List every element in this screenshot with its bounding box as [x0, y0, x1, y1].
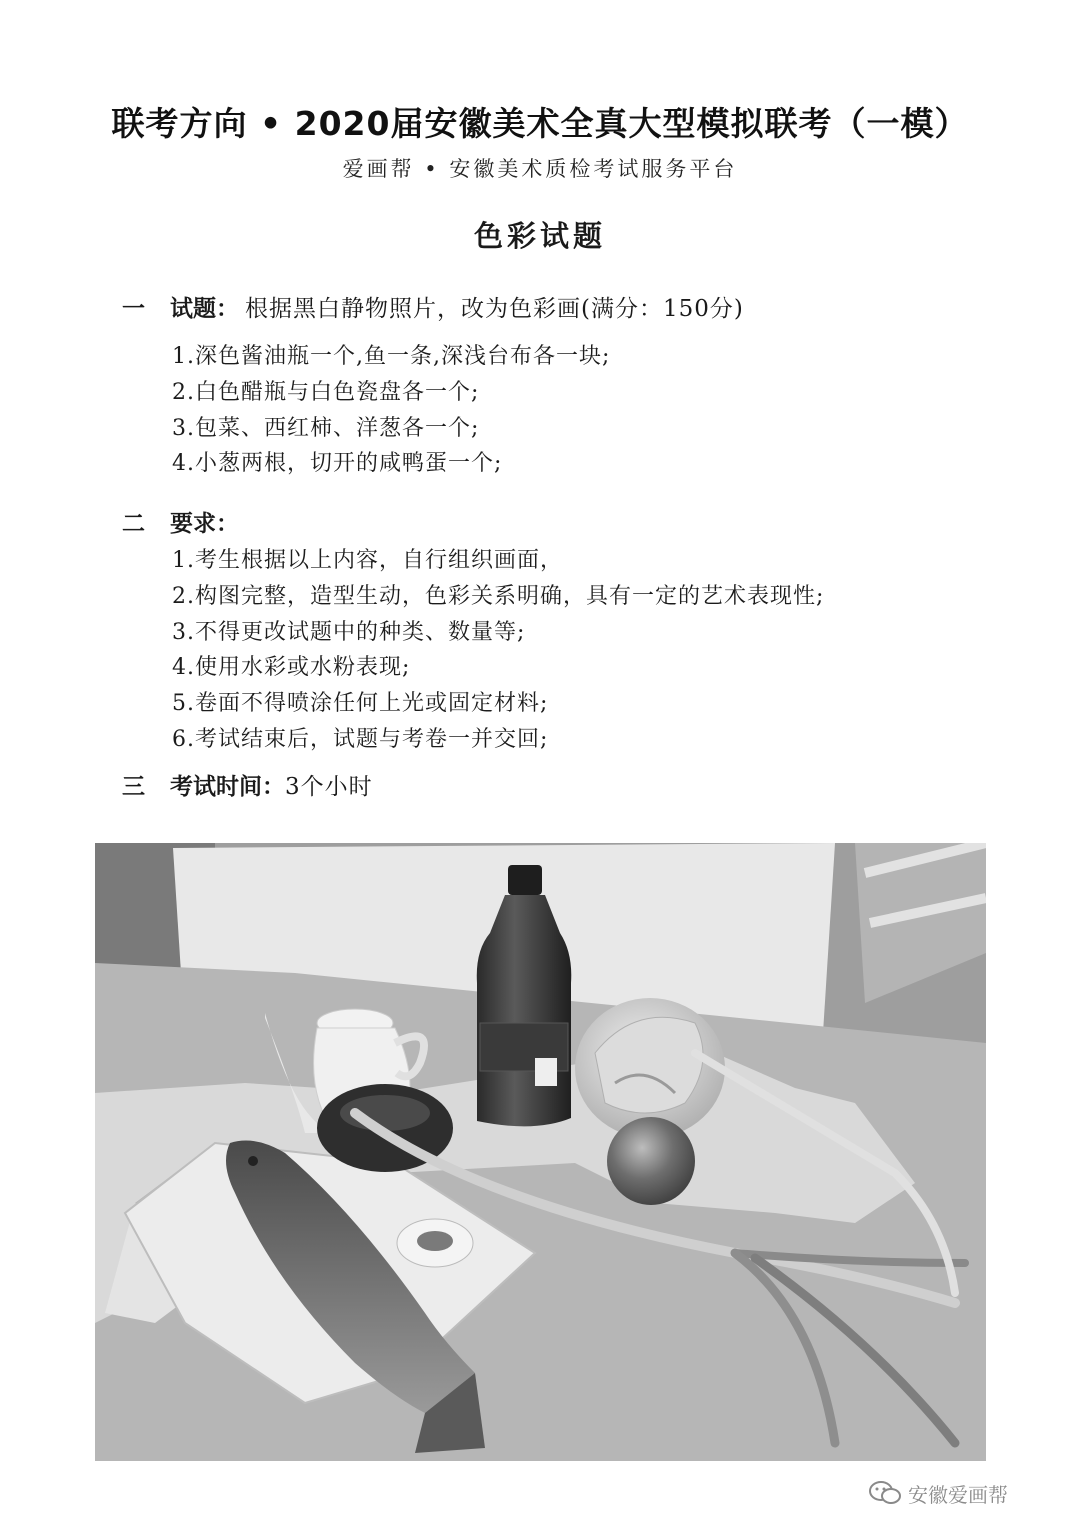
list-item: 6.考试结束后，试题与考卷一并交回;	[172, 726, 549, 752]
list-item: 3.不得更改试题中的种类、数量等;	[172, 619, 526, 645]
list-item: 1.深色酱油瓶一个,鱼一条,深浅台布各一块;	[172, 344, 611, 369]
egg-yolk	[417, 1231, 453, 1251]
section-3-number: 三	[122, 774, 145, 800]
section-2-list	[172, 543, 824, 758]
section-1-label: 试题：	[170, 296, 239, 322]
section-3-label: 考试时间：	[170, 774, 285, 800]
section-1-number: 一	[122, 296, 145, 322]
page-title: 联考方向 • 2020届安徽美术全真大型模拟联考（一模）	[111, 104, 969, 143]
list-item: 5.卷面不得喷涂任何上光或固定材料;	[172, 691, 549, 717]
list-item: 4.小葱两根，切开的咸鸭蛋一个;	[172, 451, 503, 477]
list-item: 2.白色醋瓶与白色瓷盘各一个;	[172, 379, 480, 405]
page-subtitle: 爱画帮 • 安徽美术质检考试服务平台	[342, 157, 738, 181]
section-2-label: 要求：	[170, 511, 239, 537]
section-3-title	[122, 768, 373, 801]
wechat-icon	[868, 1480, 902, 1506]
cabbage	[575, 998, 725, 1138]
section-3-content: 3个小时	[285, 774, 373, 800]
list-item: 4.使用水彩或水粉表现;	[172, 655, 411, 681]
exam-heading: 色彩试题	[473, 219, 606, 253]
still-life-photo	[95, 843, 986, 1461]
section-1-content: 根据黑白静物照片，改为色彩画(满分：150分)	[245, 296, 744, 322]
tomato	[607, 1117, 695, 1205]
section-1-title	[122, 290, 744, 323]
watermark-text: 安徽爱画帮	[908, 1482, 1008, 1507]
section-2-number: 二	[122, 511, 145, 537]
still-life-illustration	[95, 843, 986, 1461]
list-item: 1.考生根据以上内容，自行组织画面，	[172, 548, 563, 573]
section-2-title	[122, 505, 239, 538]
list-item: 2.构图完整，造型生动，色彩关系明确，具有一定的艺术表现性;	[172, 583, 825, 609]
list-item: 3.包菜、西红柿、洋葱各一个;	[172, 415, 480, 441]
watermark	[868, 1478, 1008, 1508]
section-1-list	[172, 339, 610, 482]
